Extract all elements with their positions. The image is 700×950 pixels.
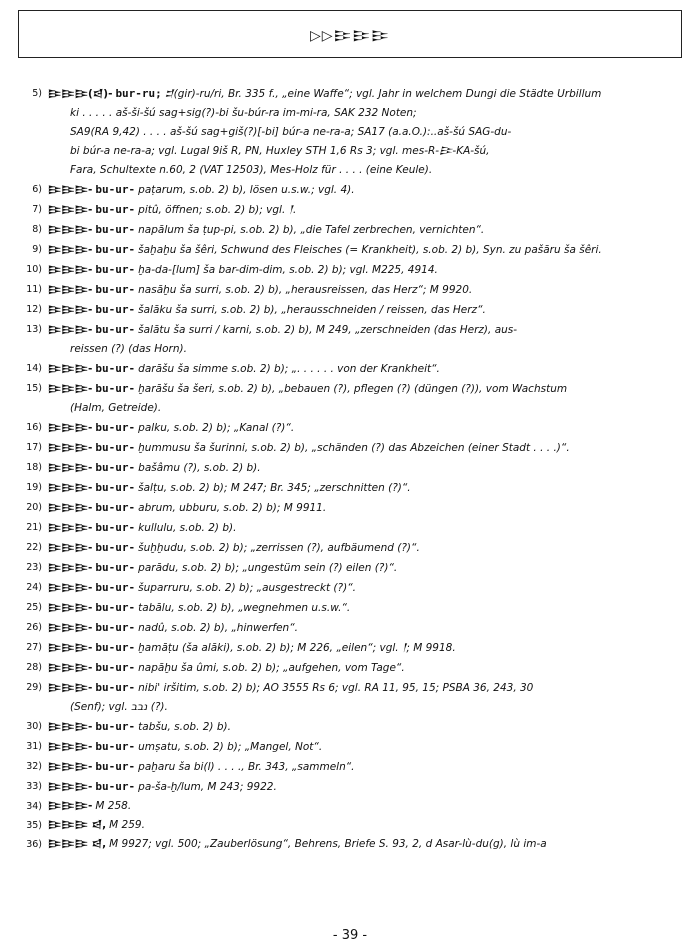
entry-continuation: (Senf); vgl. נבב (?).	[70, 701, 168, 713]
list-item	[14, 438, 684, 458]
entry-number: 31)	[26, 741, 42, 752]
entry-body	[48, 816, 684, 835]
list-item	[14, 737, 684, 757]
entry-number: 10)	[26, 264, 42, 275]
entry-text: pa-ša-ḫ/lum, M 243; 9922.	[138, 781, 277, 793]
entry-text: palku, s.ob. 2) b); „Kanal (?)“.	[138, 422, 295, 434]
list-item	[14, 678, 684, 717]
entry-body	[48, 438, 684, 458]
entry-lemma: bu-ur-	[95, 183, 136, 196]
entry-number: 18)	[26, 462, 42, 473]
entry-text: šuparruru, s.ob. 2) b); „ausgestreckt (?)“.	[138, 582, 356, 594]
entry-lemma: bu-ur-	[95, 541, 136, 554]
list-item	[14, 418, 684, 438]
entry-body	[48, 260, 684, 280]
cuneiform-sign: 𒄿𒄿𒄿-	[48, 582, 93, 594]
entry-lemma: bu-ur-	[95, 720, 136, 733]
entry-text: 𒄑(gir)-ru/ri, Br. 335 f., „eine Waffe“; vgl. Jahr in welchem Dungi die Städte Urbillum	[164, 88, 602, 100]
entry-number: 30)	[26, 721, 42, 732]
entry-body	[48, 558, 684, 578]
cuneiform-sign: 𒄿𒄿𒄿-	[48, 442, 93, 454]
entry-lemma: bu-ur-	[95, 441, 136, 454]
entry-text: paṭarum, s.ob. 2) b), lösen u.s.w.; vgl. 4).	[138, 184, 355, 196]
list-item	[14, 638, 684, 658]
entry-number: 15)	[26, 383, 42, 394]
entry-number: 32)	[26, 761, 42, 772]
entry-continuation: (Halm, Getreide).	[70, 402, 162, 414]
cuneiform-sign: 𒄿𒄿𒄿-	[48, 383, 93, 395]
entry-body	[48, 598, 684, 618]
entry-body	[48, 578, 684, 598]
entry-text: ḫummusu ša šurinni, s.ob. 2) b), „schänden (?) das Abzeichen (einer Stadt . . . .)“.	[138, 442, 570, 454]
entry-lemma: bu-ur-	[95, 561, 136, 574]
entry-lemma: bu-ur-	[95, 740, 136, 753]
entry-lemma: bu-ur-	[95, 581, 136, 594]
entry-number: 7)	[32, 204, 42, 215]
list-item	[14, 835, 684, 854]
cuneiform-sign: 𒄿𒄿𒄿-	[48, 761, 93, 773]
entry-lemma: bu-ur-	[95, 382, 136, 395]
cuneiform-sign: 𒄿𒄿𒄿-	[48, 800, 93, 812]
entry-body	[48, 359, 684, 379]
list-item	[14, 260, 684, 280]
entry-text: pitû, öffnen; s.ob. 2) b); vgl. 𒁹.	[138, 204, 297, 216]
entry-text: abrum, ubburu, s.ob. 2) b); M 9911.	[138, 502, 327, 514]
list-item	[14, 538, 684, 558]
entry-lemma: bu-ur-	[95, 681, 136, 694]
entry-lemma: bu-ur-	[95, 223, 136, 236]
list-item	[14, 518, 684, 538]
cuneiform-sign: 𒄿𒄿𒄿-	[48, 304, 93, 316]
entry-text: šuḫḫudu, s.ob. 2) b); „zerrissen (?), aufbäumend (?)“.	[138, 542, 420, 554]
list-item	[14, 598, 684, 618]
cuneiform-sign: 𒄿𒄿𒄿-	[48, 562, 93, 574]
entry-lemma: bu-ur-	[95, 203, 136, 216]
cuneiform-sign: 𒄿𒄿𒄿-	[48, 741, 93, 753]
list-item	[14, 558, 684, 578]
list-item	[14, 578, 684, 598]
entry-lemma: bu-ur-	[95, 362, 136, 375]
entry-lemma: bu-ur-	[95, 481, 136, 494]
list-item	[14, 797, 684, 816]
entry-lemma: bu-ur-	[95, 521, 136, 534]
entry-lemma: bu-ur-	[95, 323, 136, 336]
entry-body	[48, 797, 684, 816]
list-item	[14, 280, 684, 300]
entry-lemma: bu-ur-	[95, 621, 136, 634]
entry-list	[14, 84, 684, 854]
entry-number: 5)	[32, 88, 42, 99]
list-item	[14, 777, 684, 797]
list-item	[14, 320, 684, 359]
entry-number: 21)	[26, 522, 42, 533]
entry-body	[48, 240, 684, 260]
entry-body	[48, 638, 684, 658]
entry-lemma: bu-ur-	[95, 421, 136, 434]
list-item	[14, 240, 684, 260]
cuneiform-sign: 𒄿𒄿𒄿-	[48, 602, 93, 614]
list-item	[14, 757, 684, 777]
entry-text: tabālu, s.ob. 2) b), „wegnehmen u.s.w.“.	[138, 602, 351, 614]
entry-lemma: bu-ur-	[95, 760, 136, 773]
entry-body	[48, 320, 684, 359]
entry-number: 24)	[26, 582, 42, 593]
entry-lemma: bu-ur-	[95, 641, 136, 654]
entry-number: 19)	[26, 482, 42, 493]
entry-number: 9)	[32, 244, 42, 255]
entry-body	[48, 220, 684, 240]
entry-text: bašâmu (?), s.ob. 2) b).	[138, 462, 261, 474]
cuneiform-sign: 𒄿𒄿𒄿-	[48, 502, 93, 514]
entry-lemma: bu-ur-	[95, 601, 136, 614]
entry-body	[48, 418, 684, 438]
entry-text: M 9927; vgl. 500; „Zauberlösung“, Behrens, Briefe S. 93, 2, d Asar-lù-du(g), lù im-a	[109, 838, 547, 850]
cuneiform-sign: 𒄿𒄿𒄿-	[48, 363, 93, 375]
cuneiform-sign: 𒄿𒄿𒄿-	[48, 224, 93, 236]
entry-number: 20)	[26, 502, 42, 513]
entry-continuation: bi búr-a ne-ra-a; vgl. Lugal 9iš R, PN, Huxley STH 1,6 Rs 3; vgl. mes-R-𒄿-KA-šú,	[70, 145, 490, 157]
cuneiform-sign: 𒄿𒄿𒄿 𒁀,	[48, 819, 107, 831]
cuneiform-sign: 𒄿𒄿𒄿-	[48, 662, 93, 674]
list-item	[14, 300, 684, 320]
entry-continuation: ki . . . . . aš-ši-šú sag+sig(?)-bi šu-búr-ra im-mi-ra, SAK 232 Noten;	[70, 107, 417, 119]
entry-number: 8)	[32, 224, 42, 235]
cuneiform-sign: 𒄿𒄿𒄿-	[48, 781, 93, 793]
entry-body	[48, 678, 684, 717]
entry-text: ḫarāšu ša šeri, s.ob. 2) b), „bebauen (?), pflegen (?) (düngen (?)), vom Wachstum	[138, 383, 568, 395]
entry-text: M 258.	[95, 800, 132, 812]
entry-body	[48, 84, 684, 180]
entry-lemma: bu-ur-	[95, 283, 136, 296]
cuneiform-sign: 𒄿𒄿𒄿-	[48, 642, 93, 654]
cuneiform-sign: 𒄿𒄿𒄿-	[48, 204, 93, 216]
entry-number: 28)	[26, 662, 42, 673]
list-item	[14, 359, 684, 379]
entry-text: umṣatu, s.ob. 2) b); „Mangel, Not“.	[138, 741, 323, 753]
entry-text: parādu, s.ob. 2) b); „ungestüm sein (?) eilen (?)“.	[138, 562, 398, 574]
cuneiform-sign: 𒄿𒄿𒄿-	[48, 682, 93, 694]
entry-lemma: bu-ur-	[95, 243, 136, 256]
entry-body	[48, 777, 684, 797]
entry-text: šalātu ša surri / karni, s.ob. 2) b), M 249, „zerschneiden (das Herz), aus-	[138, 324, 518, 336]
entry-text: šalṭu, s.ob. 2) b); M 247; Br. 345; „zerschnitten (?)“.	[138, 482, 411, 494]
entry-body	[48, 180, 684, 200]
cuneiform-sign: 𒄿𒄿𒄿-	[48, 482, 93, 494]
header-cuneiform-sign: ▷▷𒄿𒄿𒄿	[310, 28, 390, 44]
entry-number: 36)	[26, 839, 42, 850]
list-item	[14, 180, 684, 200]
entry-body	[48, 658, 684, 678]
entry-lemma: bu-ur-	[95, 780, 136, 793]
entry-body	[48, 538, 684, 558]
entry-number: 16)	[26, 422, 42, 433]
entry-lemma: bu-ur-	[95, 661, 136, 674]
list-item	[14, 379, 684, 418]
entry-text: nibi' iršitim, s.ob. 2) b); AO 3555 Rs 6; vgl. RA 11, 95, 15; PSBA 36, 243, 30	[138, 682, 534, 694]
list-item	[14, 458, 684, 478]
cuneiform-sign: 𒄿𒄿𒄿-	[48, 462, 93, 474]
entry-body	[48, 518, 684, 538]
header-box	[18, 10, 682, 58]
entry-body	[48, 498, 684, 518]
entry-body	[48, 379, 684, 418]
cuneiform-sign: 𒄿𒄿𒄿-	[48, 244, 93, 256]
entry-number: 34)	[26, 801, 42, 812]
list-item	[14, 498, 684, 518]
entry-text: ḫamāṭu (ša alāki), s.ob. 2) b); M 226, „eilen“; vgl. 𒁹; M 9918.	[138, 642, 456, 654]
entry-text: M 259.	[109, 819, 145, 831]
entry-text: tabšu, s.ob. 2) b).	[138, 721, 231, 733]
list-item	[14, 478, 684, 498]
cuneiform-sign: 𒄿𒄿𒄿 𒁀,	[48, 838, 107, 850]
list-item	[14, 200, 684, 220]
cuneiform-sign: 𒄿𒄿𒄿-	[48, 542, 93, 554]
entry-body	[48, 458, 684, 478]
cuneiform-sign: 𒄿𒄿𒄿-	[48, 522, 93, 534]
list-item	[14, 618, 684, 638]
entry-text: darāšu ša simme s.ob. 2) b); „. . . . . . von der Krankheit“.	[138, 363, 440, 375]
entry-number: 23)	[26, 562, 42, 573]
entry-body	[48, 478, 684, 498]
entry-body	[48, 280, 684, 300]
page-number: - 39 -	[332, 928, 368, 943]
entry-lemma: bu-ur-	[95, 461, 136, 474]
entry-number: 26)	[26, 622, 42, 633]
cuneiform-sign: 𒄿𒄿𒄿-	[48, 264, 93, 276]
list-item	[14, 658, 684, 678]
entry-number: 14)	[26, 363, 42, 374]
entry-body	[48, 835, 684, 854]
entry-number: 27)	[26, 642, 42, 653]
entry-text: ḫa-da-[lum] ša bar-dim-dim, s.ob. 2) b); vgl. M225, 4914.	[138, 264, 438, 276]
entry-text: kullulu, s.ob. 2) b).	[138, 522, 237, 534]
entry-text: napālum ša ṭup-pi, s.ob. 2) b), „die Tafel zerbrechen, vernichten“.	[138, 224, 485, 236]
entry-text: šalāku ša surri, s.ob. 2) b), „herausschneiden / reissen, das Herz“.	[138, 304, 486, 316]
entry-text: nadû, s.ob. 2) b), „hinwerfen“.	[138, 622, 298, 634]
cuneiform-sign: 𒄿𒄿𒄿-	[48, 422, 93, 434]
entry-number: 17)	[26, 442, 42, 453]
entry-number: 6)	[32, 184, 42, 195]
entry-number: 13)	[26, 324, 42, 335]
cuneiform-sign: 𒄿𒄿𒄿-	[48, 721, 93, 733]
cuneiform-sign: 𒄿𒄿𒄿-	[48, 284, 93, 296]
entry-number: 33)	[26, 781, 42, 792]
entry-body	[48, 618, 684, 638]
cuneiform-sign: 𒄿𒄿𒄿-	[48, 184, 93, 196]
list-item	[14, 84, 684, 180]
entry-body	[48, 300, 684, 320]
entry-body	[48, 737, 684, 757]
entry-number: 35)	[26, 820, 42, 831]
entry-continuation: Fara, Schultexte n.60, 2 (VAT 12503), Mes-Holz für . . . . (eine Keule).	[70, 164, 433, 176]
entry-number: 29)	[26, 682, 42, 693]
entry-number: 11)	[26, 284, 42, 295]
entry-lemma: bur-ru;	[115, 87, 162, 100]
list-item	[14, 717, 684, 737]
entry-text: nasāḫu ša surri, s.ob. 2) b), „herausreissen, das Herz“; M 9920.	[138, 284, 473, 296]
list-item	[14, 220, 684, 240]
entry-number: 25)	[26, 602, 42, 613]
entry-text: paḫaru ša bi(l) . . . ., Br. 343, „sammeln“.	[138, 761, 355, 773]
entry-lemma: bu-ur-	[95, 501, 136, 514]
entry-body	[48, 200, 684, 220]
entry-text: šaḫaḫu ša šêri, Schwund des Fleisches (= Krankheit), s.ob. 2) b), Syn. zu pašāru ša šêri.	[138, 244, 602, 256]
entry-continuation: SA9(RA 9,42) . . . . aš-šú sag+giš(?)[-bi] búr-a ne-ra-a; SA17 (a.a.O.):..aš-šú SAG-du-	[70, 126, 512, 138]
entry-text: napāḫu ša ûmi, s.ob. 2) b); „aufgehen, vom Tage“.	[138, 662, 405, 674]
list-item	[14, 816, 684, 835]
entry-number: 12)	[26, 304, 42, 315]
entry-body	[48, 757, 684, 777]
entry-lemma: bu-ur-	[95, 303, 136, 316]
cuneiform-sign: 𒄿𒄿𒄿(𒁀)-	[48, 88, 113, 100]
cuneiform-sign: 𒄿𒄿𒄿-	[48, 622, 93, 634]
entry-number: 22)	[26, 542, 42, 553]
entry-body	[48, 717, 684, 737]
cuneiform-sign: 𒄿𒄿𒄿-	[48, 324, 93, 336]
entry-lemma: bu-ur-	[95, 263, 136, 276]
entry-continuation: reissen (?) (das Horn).	[70, 343, 187, 355]
